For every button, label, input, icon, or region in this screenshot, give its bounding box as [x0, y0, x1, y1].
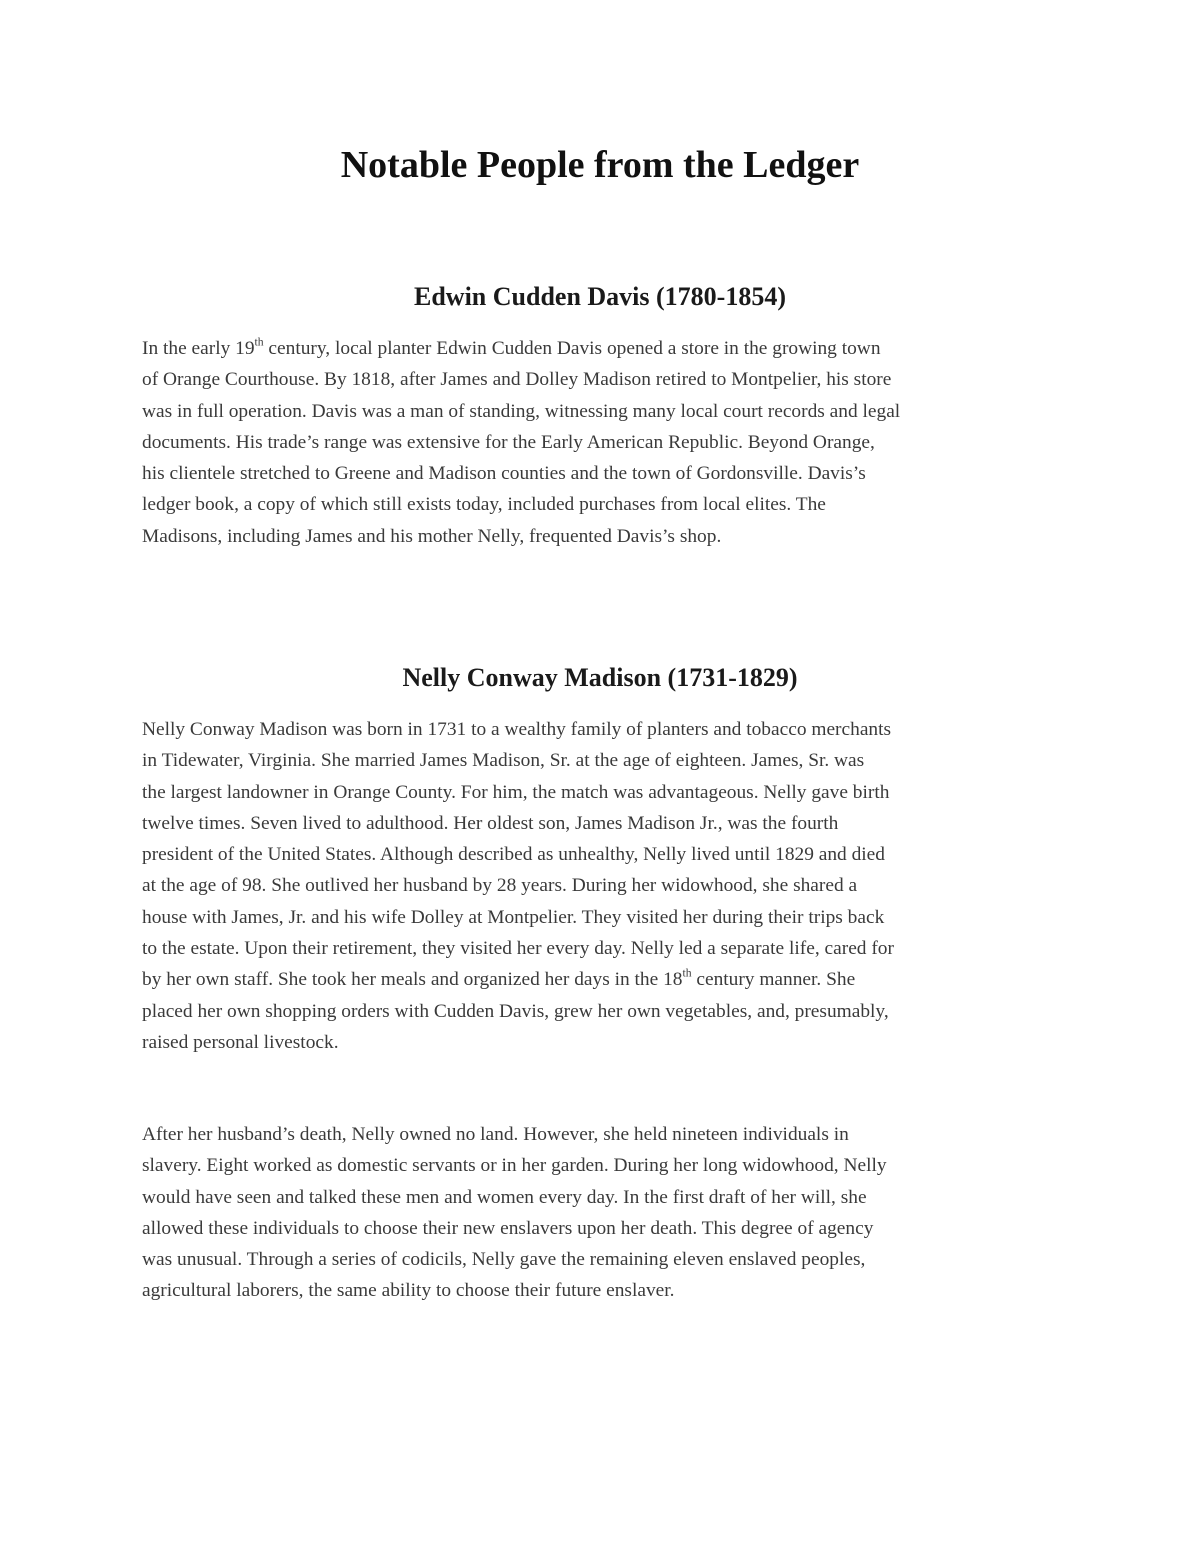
text-run: house with James, Jr. and his wife Dolley at Montpelier. They visited her during their trips back — [142, 906, 885, 928]
text-line — [142, 1119, 1042, 1150]
text-run: In the early 19 — [142, 338, 255, 359]
text-line — [142, 933, 1042, 964]
page-title: Notable People from the Ledger — [340, 144, 860, 186]
section-heading-nelly-madison: Nelly Conway Madison (1731-1829) — [402, 663, 798, 692]
text-line — [142, 996, 1042, 1027]
text-run: raised personal livestock. — [142, 1031, 339, 1053]
text-line — [142, 521, 1042, 552]
text-run: would have seen and talked these men and women every day. In the first draft of her will, she — [142, 1186, 867, 1208]
text-run: his clientele stretched to Greene and Madison counties and the town of Gordonsville. Davis’s — [142, 463, 866, 485]
text-run: in Tidewater, Virginia. She married James Madison, Sr. at the age of eighteen. James, Sr. was — [142, 750, 865, 772]
text-run: documents. His trade’s range was extensive for the Early American Republic. Beyond Orange, — [142, 431, 875, 453]
text-line — [142, 777, 1042, 808]
text-line — [142, 489, 1042, 520]
paragraph-nelly-bio — [142, 714, 1042, 1058]
ordinal-superscript: th — [682, 966, 692, 980]
text-line — [142, 1150, 1042, 1181]
text-line — [142, 964, 1042, 995]
text-run: After her husband’s death, Nelly owned no land. However, she held nineteen individuals in — [142, 1124, 849, 1145]
text-run: was in full operation. Davis was a man of standing, witnessing many local court records and legal — [142, 400, 901, 422]
text-line — [142, 1275, 1042, 1306]
text-line — [142, 839, 1042, 870]
text-line — [142, 870, 1042, 901]
paragraph-davis-bio — [142, 333, 1042, 552]
text-line — [142, 333, 1042, 364]
text-line — [142, 458, 1042, 489]
text-run: century manner. She — [691, 969, 856, 991]
text-run: slavery. Eight worked as domestic servants or in her garden. During her long widowhood, Nelly — [142, 1155, 887, 1177]
text-run: was unusual. Through a series of codicils, Nelly gave the remaining eleven enslaved peoples, — [142, 1249, 866, 1271]
text-line — [142, 714, 1042, 745]
text-run: Nelly Conway Madison was born in 1731 to a wealthy family of planters and tobacco merchants — [142, 719, 892, 740]
text-run: ledger book, a copy of which still exists today, included purchases from local elites. The — [142, 494, 826, 516]
text-run: placed her own shopping orders with Cudden Davis, grew her own vegetables, and, presumably, — [142, 1000, 889, 1022]
text-line — [142, 1244, 1042, 1275]
text-run: Madisons, including James and his mother Nelly, frequented Davis’s shop. — [142, 525, 722, 547]
text-line — [142, 364, 1042, 395]
text-run: to the estate. Upon their retirement, they visited her every day. Nelly led a separate life, cared for — [142, 938, 894, 960]
text-run: the largest landowner in Orange County. For him, the match was advantageous. Nelly gave birth — [142, 781, 890, 803]
text-run: of Orange Courthouse. By 1818, after James and Dolley Madison retired to Montpelier, his store — [142, 369, 892, 391]
text-line — [142, 1027, 1042, 1058]
text-run: president of the United States. Although described as unhealthy, Nelly lived until 1829 and died — [142, 844, 885, 866]
text-run: at the age of 98. She outlived her husband by 28 years. During her widowhood, she shared a — [142, 875, 858, 897]
text-line — [142, 427, 1042, 458]
text-line — [142, 1182, 1042, 1213]
text-run: by her own staff. She took her meals and organized her days in the 18 — [142, 969, 683, 991]
section-heading-davis: Edwin Cudden Davis (1780-1854) — [413, 282, 786, 311]
text-run: allowed these individuals to choose their new enslavers upon her death. This degree of agency — [142, 1217, 874, 1239]
text-run: agricultural laborers, the same ability to choose their future enslaver. — [142, 1280, 675, 1302]
text-line — [142, 902, 1042, 933]
text-line — [142, 396, 1042, 427]
text-line — [142, 808, 1042, 839]
text-line — [142, 1213, 1042, 1244]
text-run: century, local planter Edwin Cudden Davis opened a store in the growing town — [263, 338, 881, 359]
ordinal-superscript: th — [254, 335, 264, 349]
text-run: twelve times. Seven lived to adulthood. Her oldest son, James Madison Jr., was the fourth — [142, 812, 839, 834]
text-line — [142, 745, 1042, 776]
paragraph-nelly-enslaved — [142, 1119, 1042, 1307]
